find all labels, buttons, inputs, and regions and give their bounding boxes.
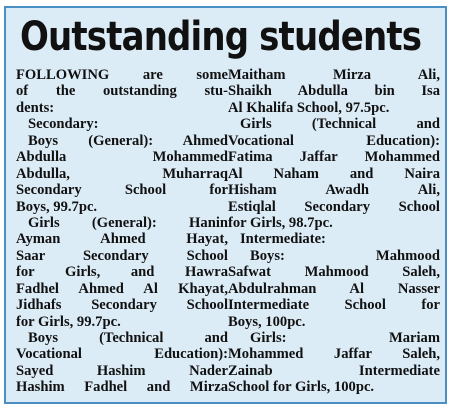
- text-line: Sayed Hashim Nader: [16, 362, 228, 379]
- article-column-left: [16, 67, 228, 396]
- text-line: Maitham Mirza Ali,: [228, 67, 440, 83]
- text-line: for Girls, 99.7pc.: [16, 313, 121, 330]
- text-line: School for Girls, 100pc.: [228, 379, 375, 396]
- text-line: Abdulla, Muharraq: [16, 165, 228, 182]
- text-line: Saar Secondary School: [16, 247, 228, 264]
- text-line: Ayman Ahmed Hayat,: [16, 231, 228, 248]
- text-line: Boys, 99.7pc.: [16, 198, 98, 215]
- text-line: Abdulrahman Al Nasser: [228, 280, 440, 297]
- text-line: Safwat Mahmood Saleh,: [228, 264, 440, 281]
- text-line: Intermediate:: [240, 231, 326, 248]
- text-line: Vocational Education):: [228, 132, 440, 149]
- text-line: Al Khalifa School, 97.5pc.: [228, 99, 390, 116]
- text-line: Boys: Mahmood: [250, 247, 440, 264]
- text-line: Abdulla Mohammed: [16, 149, 228, 166]
- text-line: Jidhafs Secondary School: [16, 297, 228, 314]
- article-column-right: [228, 67, 440, 396]
- headline: Outstanding students: [20, 14, 422, 60]
- text-line: Fadhel Ahmed Al Khayat,: [16, 280, 228, 297]
- text-line: Boys, 100pc.: [228, 313, 306, 330]
- text-line: Intermediate School for: [228, 297, 440, 314]
- text-line: FOLLOWING are some: [16, 67, 228, 83]
- text-line: Al Naham and Naira: [228, 165, 440, 182]
- text-line: Estiqlal Secondary School: [228, 198, 440, 215]
- text-line: Shaikh Abdulla bin Isa: [228, 83, 440, 100]
- text-line: of the outstanding stu-: [16, 83, 228, 100]
- text-line: Secondary:: [28, 116, 99, 133]
- text-line: dents:: [16, 99, 55, 116]
- text-line: Mohammed Jaffar Saleh,: [228, 346, 440, 363]
- text-line: Hashim Fadhel and Mirza: [16, 379, 228, 396]
- text-line: Zainab Intermediate: [228, 362, 440, 379]
- text-line: for Girls, and Hawra: [16, 264, 228, 281]
- text-line: Boys (General): Ahmed: [28, 132, 228, 149]
- text-line: Girls (Technical and: [240, 116, 440, 133]
- news-clipping: [4, 6, 447, 404]
- text-line: Secondary School for: [16, 182, 228, 199]
- text-line: Hisham Awadh Ali,: [228, 182, 440, 199]
- text-line: Vocational Education):: [16, 346, 228, 363]
- text-line: Boys (Technical and: [28, 330, 228, 346]
- text-line: Girls (General): Hanin: [28, 214, 228, 231]
- text-line: Fatima Jaffar Mohammed: [228, 149, 440, 166]
- text-line: Girls: Mariam: [250, 330, 440, 346]
- text-line: for Girls, 98.7pc.: [228, 214, 333, 231]
